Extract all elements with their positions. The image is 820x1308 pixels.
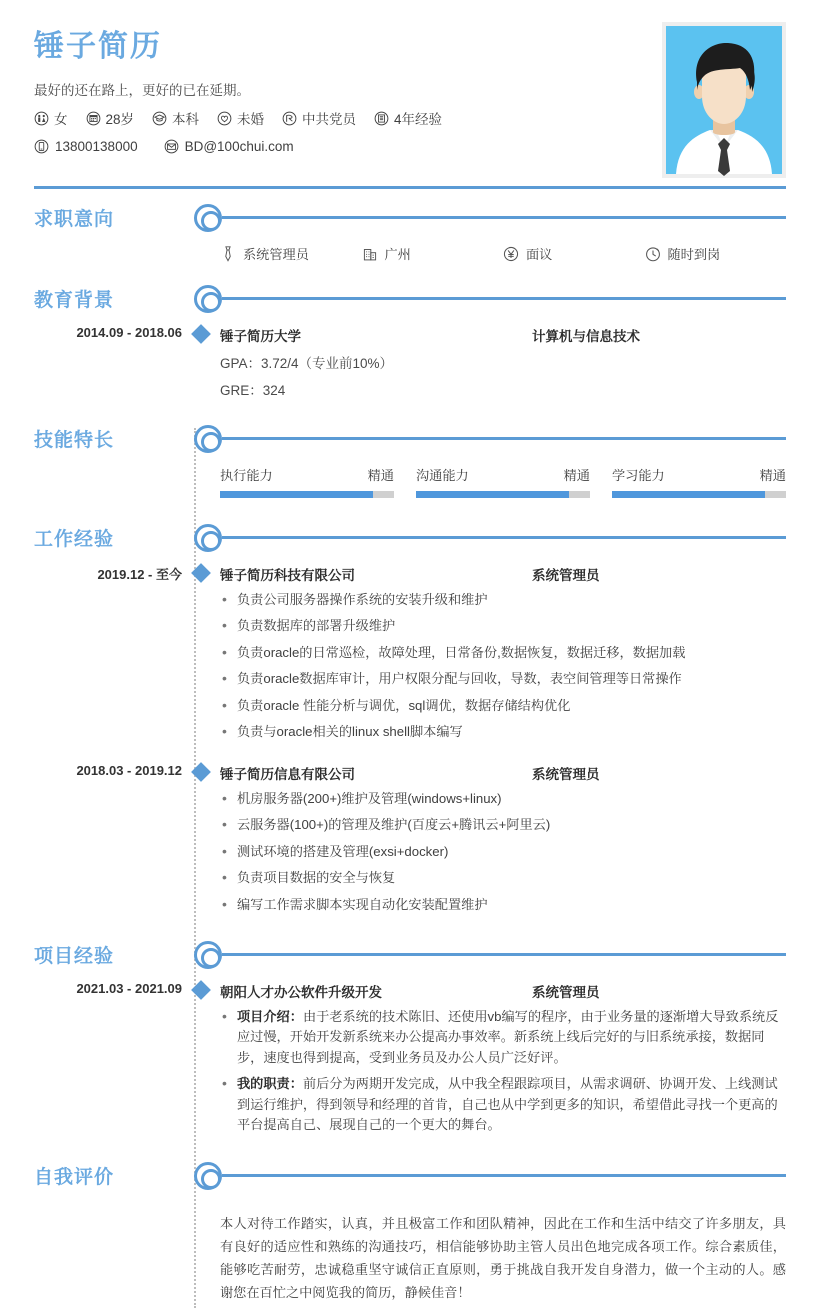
meta-age [86,108,135,128]
section-job-intention [34,200,786,263]
work-company: 锤子简历科技有限公司 [220,568,355,583]
list-item: • 编写工作需求脚本实现自动化安装配置维护 [220,895,786,915]
graduation-cap-icon [152,111,167,126]
education-date: 2014.09 - 2018.06 [76,325,182,340]
intention-position [220,244,362,263]
project-role: 系统管理员 [532,984,600,1000]
avatar-photo [666,26,782,174]
section-marker-icon [194,524,222,552]
phone-icon [34,139,49,154]
section-header [34,520,786,564]
education-school: 锤子简历大学 [220,329,301,344]
education-title-row [220,325,786,345]
work-body [220,564,786,743]
list-item: • 云服务器(100+)的管理及维护(百度云+腾讯云+阿里云) [220,815,786,835]
education-entry [34,325,786,399]
contact-phone[interactable] [34,139,138,154]
meta-gender [34,108,68,128]
education-gpa: GPA：3.72/4（专业前10%） [220,356,394,371]
work-date: 2018.03 - 2019.12 [76,762,182,778]
section-title-skills: 技能特长 [34,430,115,451]
list-item: • 负责公司服务器操作系统的安装升级和维护 [220,590,786,610]
section-rule [222,297,786,300]
work-company: 锤子简历信息有限公司 [220,766,355,782]
meta-education-label: 本科 [172,112,200,127]
skill-level: 精通 [367,468,394,483]
work-title-row [220,763,786,783]
list-item: • 负责oracle的日常巡检，故障处理，日常备份,数据恢复，数据迁移，数据加载 [220,643,786,663]
timeline-diamond-marker [191,563,211,583]
contact-email-label: BD@100chui.com [184,139,294,154]
intention-salary-label: 面议 [526,247,553,262]
contact-phone-label: 13800138000 [55,139,138,154]
meta-experience [374,108,442,128]
marital-status-icon [217,111,232,126]
section-work-experience [34,520,786,915]
project-date: 2021.03 - 2021.09 [76,980,182,996]
work-entry [34,564,786,743]
intention-availability-label: 随时到岗 [667,247,721,262]
meta-education [152,108,199,128]
skill-progress-track [416,491,590,498]
list-item: • 负责oracle数据库审计，用户权限分配与回收，导数，表空间管理等日常操作 [220,669,786,689]
intention-city [362,244,504,263]
intention-city-label: 广州 [384,247,411,262]
skill-progress-track [612,491,786,498]
section-skills [34,421,786,498]
section-rule [222,953,786,956]
building-icon [362,245,378,262]
skill-row [416,465,590,484]
resume-body [0,200,820,1304]
section-marker-icon [194,285,222,313]
meta-political-label: 中共党员 [302,112,357,127]
skill-item [416,465,590,498]
project-name: 朝阳人才办公软件升级开发 [220,984,382,1000]
section-title-project: 项目经验 [34,945,115,967]
skill-row [220,465,394,484]
self-evaluation-text: 本人对待工作踏实，认真，并且极富工作和团队精神，因此在工作和生活中结交了许多朋友，具有良好的适应性和熟练的沟通技巧，相信能够协助主管人员出色地完成各项工作。综合素质佳，能够吃苦耐劳，忠诚稳重坚守诚信正直原则，勇于挑战自我开发自身潜力，做一个主动的人。感谢您在百忙之中阅览我的简历，静候佳音！ [220,1215,786,1300]
section-title-selfeval: 自我评价 [34,1166,115,1188]
work-duty-list [220,590,786,743]
skill-name: 学习能力 [612,468,665,483]
meta-marital-label: 未婚 [237,112,265,127]
project-duty-text: 前后分为两期开发完成，从中我全程跟踪项目，从需求调研、协调开发、上线测试到运行维护，得到领导和经理的首肯，自己也从中学到更多的知识，希望借此寻找一个更高的平台提高自己、展现自己的一个更大的舞台。 [237,1076,778,1133]
list-item [220,1007,786,1068]
section-title-education: 教育背景 [34,290,115,311]
list-item: • 机房服务器(200+)维护及管理(windows+linux) [220,789,786,809]
skill-progress-fill [612,491,765,498]
skill-level: 精通 [759,468,786,483]
section-self-evaluation [34,1158,786,1304]
clock-icon [645,246,661,262]
project-detail-list [220,1007,786,1136]
section-rule [222,536,786,539]
meta-experience-label: 4年经验 [394,112,443,127]
section-marker-icon [194,941,222,969]
work-duty-list [220,789,786,915]
intention-availability [645,244,787,263]
yuan-icon [503,246,519,262]
header-divider [34,186,786,189]
section-rule [222,216,786,219]
education-major: 计算机与信息技术 [532,329,640,344]
timeline-diamond-marker [191,980,211,1000]
section-marker-icon [194,425,222,453]
list-item: • 负责项目数据的安全与恢复 [220,868,786,888]
email-icon [164,139,179,154]
gender-icon [34,111,49,126]
section-header [34,200,786,244]
project-intro-text: 由于老系统的技术陈旧、还使用vb编写的程序，由于业务量的逐渐增大导致系统反应过慢，开始开发新系统来办公提高办事效率。新系统上线后完好的与旧系统承接，数据同步，速度也得到提高，受到业务员及办公人员广泛好评。 [237,1008,779,1065]
list-item [220,1074,786,1135]
list-item: • 负责与oracle相关的linux shell脚本编写 [220,722,786,742]
resume-header [0,0,820,200]
skill-item [612,465,786,498]
work-title-row [220,564,786,584]
intention-salary [503,244,645,263]
skill-progress-fill [416,491,569,498]
section-title-intention: 求职意向 [34,209,115,230]
intention-items [34,244,786,263]
meta-marital [217,108,264,128]
party-emblem-icon [282,111,297,126]
list-item: • 测试环境的搭建及管理(exsi+docker) [220,842,786,862]
meta-political [282,108,356,128]
section-header [34,281,786,325]
work-date: 2019.12 - 至今 [97,567,182,582]
work-body [220,763,786,915]
skill-name: 执行能力 [220,468,273,483]
section-marker-icon [194,204,222,232]
skills-list [34,465,786,498]
timeline-diamond-marker [191,762,211,782]
avatar [662,22,786,178]
skill-row [612,465,786,484]
section-education [34,281,786,399]
section-header [34,421,786,465]
intention-position-label: 系统管理员 [243,247,309,262]
meta-gender-label: 女 [54,112,68,127]
work-position: 系统管理员 [532,568,600,583]
document-icon [374,111,389,126]
section-title-work: 工作经验 [34,529,115,550]
tie-icon [220,245,236,263]
timeline-diamond-marker [191,324,211,344]
project-body [220,981,786,1136]
section-header [34,937,786,981]
project-title-row [220,981,786,1001]
section-rule [222,437,786,440]
skill-level: 精通 [563,468,590,483]
skill-name: 沟通能力 [416,468,469,483]
education-body [220,325,786,399]
section-project-experience [34,937,786,1136]
section-header [34,1158,786,1202]
work-position: 系统管理员 [532,766,600,782]
work-entry [34,763,786,915]
skill-progress-track [220,491,394,498]
skill-progress-fill [220,491,373,498]
project-duty-label: 我的职责： [237,1076,303,1092]
section-marker-icon [194,1162,222,1190]
tagline: 最好的还在路上，更好的已在延期。 [34,83,250,98]
project-intro-label: 项目介绍： [237,1008,303,1024]
list-item: • 负责数据库的部署升级维护 [220,616,786,636]
section-rule [222,1174,786,1177]
list-item: • 负责oracle 性能分析与调优，sql调优，数据存储结构优化 [220,696,786,716]
project-entry [34,981,786,1136]
contact-email[interactable] [164,139,294,154]
meta-age-label: 28岁 [105,112,135,127]
education-gre: GRE：324 [220,383,286,398]
calendar-icon [86,111,101,126]
page-title: 锤子简历 [34,30,162,63]
skill-item [220,465,394,498]
